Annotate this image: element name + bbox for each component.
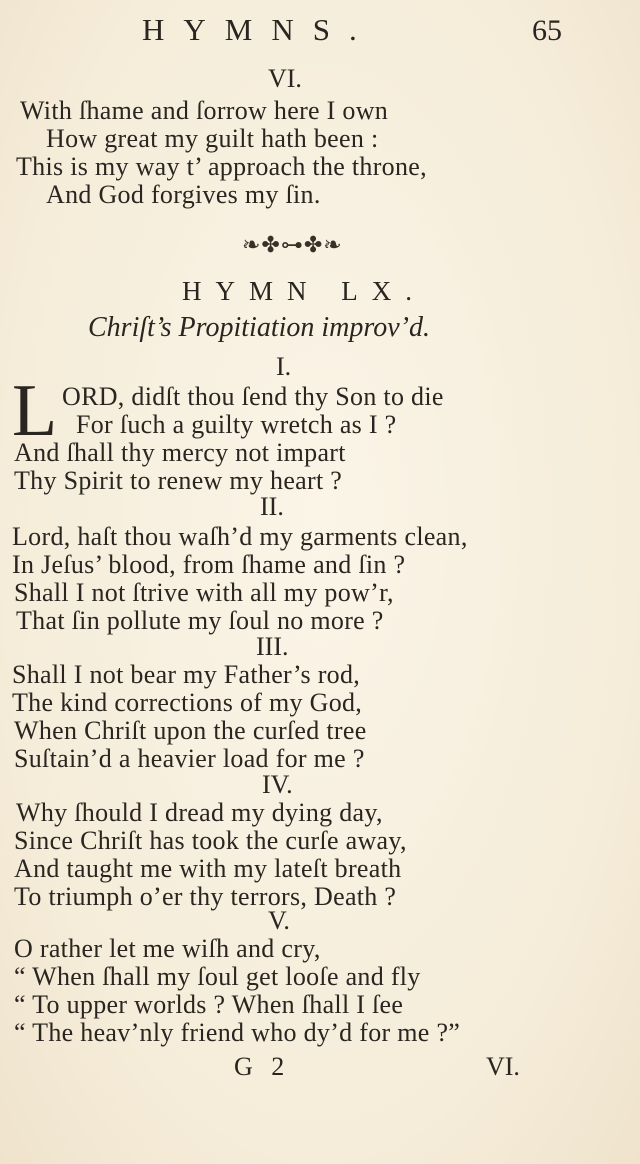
verse-line: And God forgives my ſin. bbox=[46, 180, 321, 209]
verse-line: ORD, didſt thou ſend thy Son to die bbox=[62, 382, 444, 411]
verse-line: With ſhame and ſorrow here I own bbox=[20, 96, 389, 125]
verse-line: Lord, haſt thou waſh’d my garments clean, bbox=[12, 522, 468, 551]
verse-line: Since Chriſt has took the curſe away, bbox=[14, 826, 407, 855]
verse-line: Thy Spirit to renew my heart ? bbox=[14, 466, 343, 495]
stanza-number: V. bbox=[268, 906, 290, 935]
stanza-number: IV. bbox=[262, 770, 293, 799]
verse-line: When Chriſt upon the curſed tree bbox=[14, 716, 367, 745]
verse-line: For ſuch a guilty wretch as I ? bbox=[76, 410, 397, 439]
verse-line: How great my guilt hath been : bbox=[46, 124, 379, 153]
verse-line: In Jeſus’ blood, from ſhame and ſin ? bbox=[12, 550, 406, 579]
verse-line: “ The heav’nly friend who dy’d for me ?” bbox=[14, 1018, 461, 1047]
running-head: HYMNS. bbox=[142, 12, 376, 47]
verse-line: Shall I not ſtrive with all my pow’r, bbox=[14, 578, 394, 607]
verse-line: And taught me with my lateſt breath bbox=[14, 854, 402, 883]
stanza-number: I. bbox=[276, 352, 292, 381]
verse-line: Shall I not bear my Father’s rod, bbox=[12, 660, 361, 689]
verse-line: This is my way t’ approach the throne, bbox=[16, 152, 427, 181]
verse-line: The kind corrections of my God, bbox=[12, 688, 363, 717]
verse-line: Why ſhould I dread my dying day, bbox=[16, 798, 383, 827]
page-number: 65 bbox=[532, 14, 562, 47]
verse-line: “ To upper worlds ? When ſhall I ſee bbox=[14, 990, 404, 1019]
stanza-number: II. bbox=[260, 492, 284, 521]
hymn-title: HYMN LX. bbox=[182, 276, 426, 306]
verse-line: That ſin pollute my ſoul no more ? bbox=[16, 606, 384, 635]
verse-line: “ When ſhall my ſoul get looſe and fly bbox=[14, 962, 421, 991]
stanza-number: III. bbox=[256, 632, 289, 661]
drop-cap: L bbox=[12, 370, 58, 452]
verse-line: O rather let me wiſh and cry, bbox=[14, 934, 321, 963]
verse-line: To triumph o’er thy terrors, Death ? bbox=[14, 882, 397, 911]
catchword: VI. bbox=[486, 1052, 520, 1081]
ornament-divider: ❧✤⊶✤❧ bbox=[242, 232, 343, 257]
hymn-subtitle: Chriſt’s Propitiation improv’d. bbox=[88, 312, 430, 343]
verse-line: Suſtain’d a heavier load for me ? bbox=[14, 744, 365, 773]
verse-line: And ſhall thy mercy not impart bbox=[14, 438, 346, 467]
stanza-number: VI. bbox=[268, 64, 302, 93]
signature-mark: G 2 bbox=[234, 1052, 291, 1081]
